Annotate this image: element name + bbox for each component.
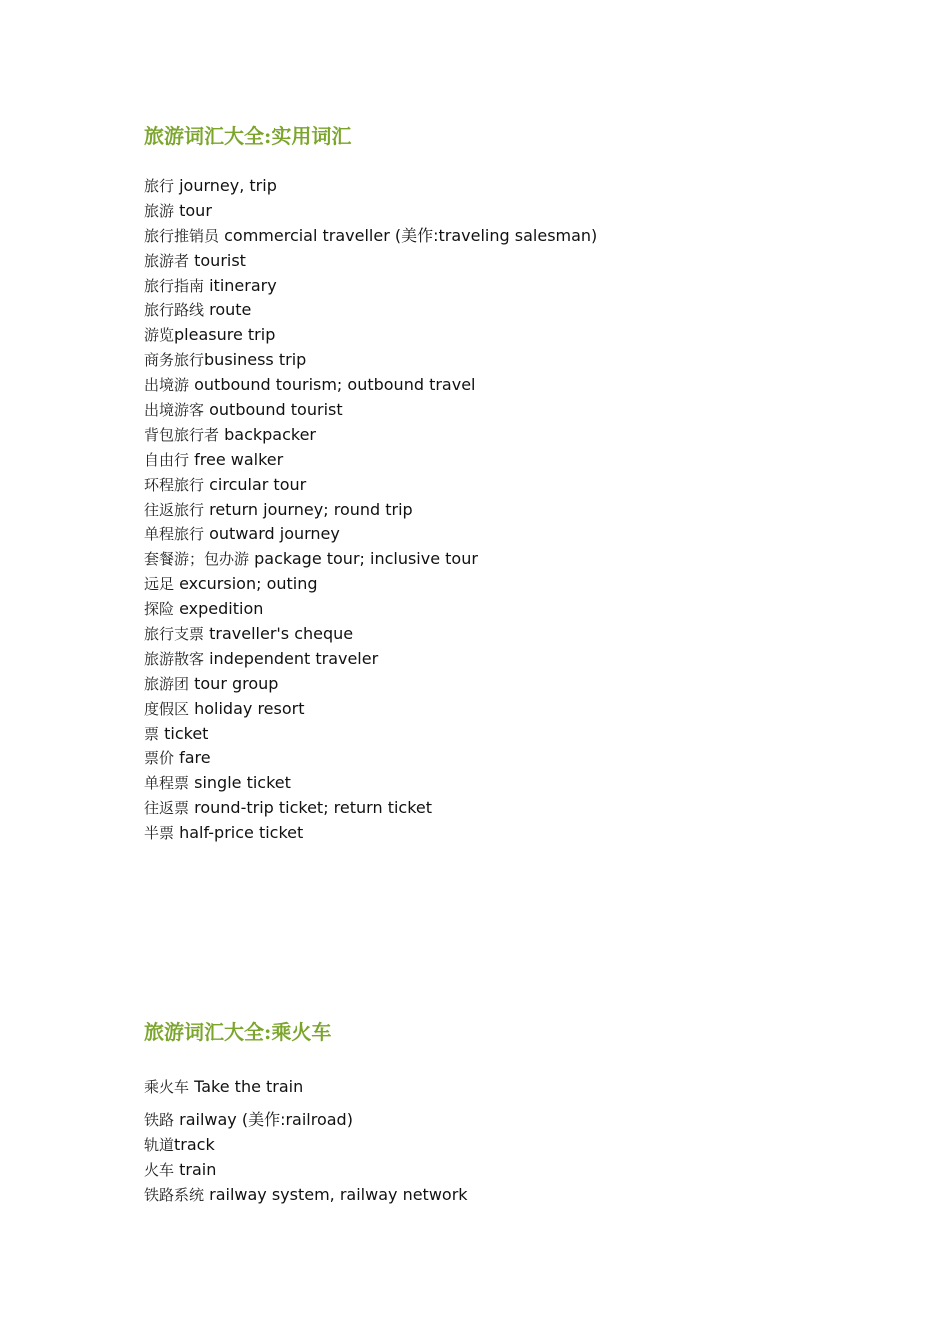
vocab-item xyxy=(144,498,904,523)
vocab-list xyxy=(144,1075,904,1207)
vocab-item xyxy=(144,1108,904,1133)
vocab-english: outbound tourist xyxy=(209,400,343,420)
vocab-item xyxy=(144,224,904,249)
vocab-english: track xyxy=(174,1134,215,1154)
vocab-chinese: 铁路 xyxy=(144,1110,175,1129)
vocab-english: itinerary xyxy=(209,275,277,295)
vocab-english: route xyxy=(209,300,252,320)
vocab-english: expedition xyxy=(179,599,264,619)
section-practical-vocabulary xyxy=(144,122,904,846)
vocab-english: ticket xyxy=(164,723,209,743)
vocab-item xyxy=(144,448,904,473)
vocab-english: commercial traveller (美作:traveling salesman) xyxy=(224,225,598,245)
vocab-english: railway system, railway network xyxy=(209,1184,468,1204)
vocab-english: tour xyxy=(179,200,212,220)
vocab-item xyxy=(144,174,904,199)
vocab-chinese: 旅行 xyxy=(144,177,175,195)
vocab-english: half-price ticket xyxy=(179,823,304,843)
section-title: 旅游词汇大全:乘火车 xyxy=(144,1020,332,1044)
section-train-vocabulary xyxy=(144,1018,904,1207)
vocab-item xyxy=(144,199,904,224)
vocab-item xyxy=(144,1183,904,1208)
vocab-english: pleasure trip xyxy=(174,325,276,345)
vocab-chinese: 旅游 xyxy=(144,201,175,220)
vocab-chinese: 探险 xyxy=(144,600,175,619)
vocab-english: excursion; outing xyxy=(179,574,318,594)
vocab-chinese: 票 xyxy=(144,724,160,743)
vocab-item xyxy=(144,796,904,821)
vocab-item xyxy=(144,647,904,672)
vocab-chinese: 票价 xyxy=(144,749,175,768)
vocab-item xyxy=(144,348,904,373)
vocab-item xyxy=(144,373,904,398)
vocab-item xyxy=(144,323,904,348)
vocab-english: railway (美作:railroad) xyxy=(179,1109,353,1129)
vocab-item xyxy=(144,1133,904,1158)
vocab-chinese: 旅行推销员 xyxy=(144,226,220,245)
vocab-english: independent traveler xyxy=(209,648,379,668)
vocab-chinese: 旅游团 xyxy=(144,674,190,693)
vocab-item xyxy=(144,722,904,747)
vocab-chinese: 度假区 xyxy=(144,699,190,718)
vocab-item xyxy=(144,622,904,647)
vocab-chinese: 铁路系统 xyxy=(144,1185,205,1204)
vocab-item xyxy=(144,597,904,622)
vocab-item xyxy=(144,697,904,722)
vocab-english: holiday resort xyxy=(194,698,305,718)
vocab-chinese: 出境游 xyxy=(144,376,190,395)
vocab-chinese: 自由行 xyxy=(144,450,190,469)
vocab-english: journey, trip xyxy=(179,176,277,195)
vocab-item xyxy=(144,746,904,771)
vocab-chinese: 火车 xyxy=(144,1160,175,1179)
vocab-item xyxy=(144,298,904,323)
vocab-item xyxy=(144,249,904,274)
vocab-chinese: 环程旅行 xyxy=(144,475,205,494)
vocab-chinese: 单程旅行 xyxy=(144,525,205,544)
vocab-item xyxy=(144,821,904,846)
vocab-english: tourist xyxy=(194,250,246,270)
vocab-english: return journey; round trip xyxy=(209,499,413,519)
vocab-english: backpacker xyxy=(224,424,317,444)
vocab-chinese: 半票 xyxy=(144,824,175,843)
vocab-english: outbound tourism; outbound travel xyxy=(194,375,476,395)
section-title: 旅游词汇大全:实用词汇 xyxy=(144,124,352,148)
vocab-chinese: 往返旅行 xyxy=(144,500,205,519)
vocab-chinese: 旅游散客 xyxy=(144,649,205,668)
vocab-english: outward journey xyxy=(209,524,340,544)
vocab-item xyxy=(144,473,904,498)
vocab-chinese: 乘火车 xyxy=(144,1078,190,1096)
vocab-item xyxy=(144,1158,904,1183)
vocab-item xyxy=(144,572,904,597)
vocab-english: Take the train xyxy=(194,1077,304,1096)
vocab-item xyxy=(144,672,904,697)
vocab-english: circular tour xyxy=(209,474,307,494)
vocab-chinese: 背包旅行者 xyxy=(144,425,220,444)
vocab-chinese: 旅行路线 xyxy=(144,301,205,320)
vocab-chinese: 出境游客 xyxy=(144,401,205,420)
vocab-english: fare xyxy=(179,748,211,768)
vocab-chinese: 旅游者 xyxy=(144,251,190,270)
vocab-english: business trip xyxy=(204,350,307,370)
vocab-chinese: 旅行指南 xyxy=(144,276,205,295)
vocab-item xyxy=(144,522,904,547)
vocab-english: train xyxy=(179,1159,217,1179)
vocab-english: single ticket xyxy=(194,773,291,793)
vocab-item xyxy=(144,547,904,572)
vocab-chinese: 游览 xyxy=(144,326,175,345)
vocab-chinese: 远足 xyxy=(144,575,175,594)
vocab-english: tour group xyxy=(194,673,279,693)
vocab-item xyxy=(144,1075,904,1100)
vocab-chinese: 往返票 xyxy=(144,799,190,818)
vocab-chinese: 旅行支票 xyxy=(144,625,205,644)
vocab-item xyxy=(144,274,904,299)
vocab-english: round-trip ticket; return ticket xyxy=(194,798,433,818)
vocab-list xyxy=(144,174,904,846)
vocab-item xyxy=(144,398,904,423)
vocab-english: free walker xyxy=(194,449,284,469)
vocab-english: package tour; inclusive tour xyxy=(254,549,478,569)
vocab-chinese: 轨道 xyxy=(144,1135,175,1154)
vocab-item xyxy=(144,423,904,448)
vocab-item xyxy=(144,771,904,796)
vocab-chinese: 单程票 xyxy=(144,774,190,793)
vocab-chinese: 商务旅行 xyxy=(144,351,205,370)
vocab-chinese: 套餐游；包办游 xyxy=(144,550,250,569)
vocab-english: traveller's cheque xyxy=(209,624,354,644)
